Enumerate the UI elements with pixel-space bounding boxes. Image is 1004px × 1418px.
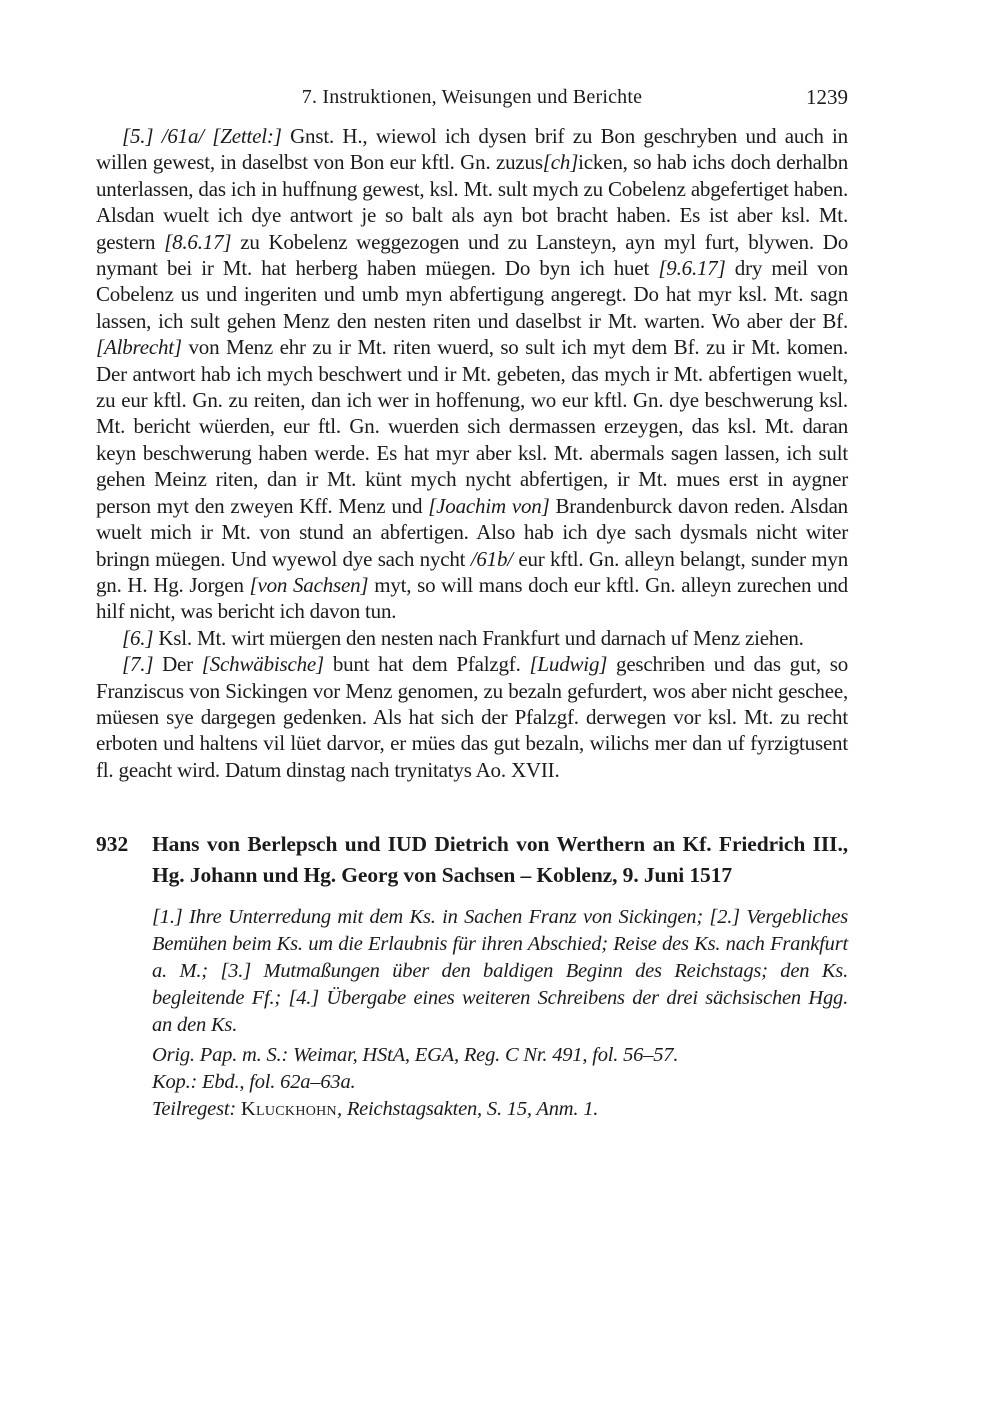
text-run: Kluckhohn (240, 1098, 337, 1121)
text-run: Ksl. Mt. wirt müergen den nesten nach Frankfurt und darnach uf Menz ziehen. (153, 625, 804, 650)
editorial-insertion: [8.6.17] (164, 229, 232, 254)
running-head-title: 7. Instruktionen, Weisungen und Berichte (301, 86, 643, 108)
running-head (96, 85, 848, 110)
letter-body (96, 123, 848, 783)
text-block (96, 85, 848, 1123)
entry-sources (152, 1042, 848, 1123)
entry-regest (152, 904, 848, 1039)
editorial-insertion: Teilregest: (152, 1098, 241, 1121)
page-number: 1239 (806, 85, 848, 109)
letter-paragraph-2 (96, 625, 848, 651)
editorial-insertion: [Albrecht] (96, 335, 182, 360)
text-run: Brandenburck davon reden. Alsdan wuelt mich ir Mt. von stund an abfertigen. Also hab ich dye sach dysmals nicht witer bringn müegen. Und wyewol dye sach nycht (96, 493, 848, 571)
editorial-insertion: Orig. Pap. m. S.: Weimar, HStA, EGA, Reg. C Nr. 491, fol. 56–57. (152, 1044, 679, 1067)
source-line-3 (152, 1096, 848, 1123)
editorial-insertion: [Ludwig] (529, 652, 608, 677)
text-run: Gnst. H., wiewol ich dysen brif zu Bon geschryben und auch in willen gewest, in daselbst von Bon eur kftl. Gn. zuzus (96, 124, 848, 175)
text-run: dry meil von Cobelenz us und ingeriten und umb myn abfertigung angeregt. Do hat myr ksl. Mt. sagn lassen, ich sult gehen Menz den nesten riten und daselbst ir Mt. warten. Wo aber der Bf. (96, 256, 849, 333)
editorial-insertion: Reichstagsakten, S. 15, Anm. 1. (346, 1098, 599, 1121)
entry-932 (96, 829, 848, 1123)
editorial-insertion: /61b/ (470, 546, 513, 571)
text-run: Der (153, 652, 202, 677)
entry-number: 932 (96, 832, 129, 857)
editorial-insertion: [von Sachsen] (249, 572, 369, 597)
entry-heading (96, 829, 848, 891)
entry-title: Hans von Berlepsch und IUD Dietrich von Werthern an Kf. Friedrich III., Hg. Johann und Hg. Georg von Sachsen – Koblenz, 9. Juni 1517 (152, 832, 848, 888)
editorial-insertion: [1.] Ihre Unterredung mit dem Ks. in Sachen Franz von Sickingen; [2.] Vergebliches Bemühen beim Ks. um die Erlaubnis für ihren Abschied; Reise des Ks. nach Frankfurt a. M.; [3.] Mutmaßungen über den baldigen Beginn des Reichstags; den Ks. begleitende Ff.; [4.] Übergabe eines weiteren Schreibens der drei sächsischen Hgg. an den Ks. (152, 906, 848, 1037)
editorial-insertion: [5.] /61a/ [Zettel:] (122, 124, 291, 148)
letter-paragraph-3 (96, 651, 848, 783)
editorial-insertion: [Joachim von] (428, 493, 550, 518)
letter-paragraph-1 (96, 123, 848, 625)
text-run: von Menz ehr zu ir Mt. riten wuerd, so sult ich myt dem Bf. zu ir Mt. komen. Der antwort hab ich mych beschwert und ir Mt. gebeten, das mych ir Mt. abfertigen wuelt, zu eur kftl. Gn. zu reiten, dan ich wer in hoffenung, wo eur kftl. Gn. dye beschwerung ksl. Mt. bericht wüerden, eur ftl. Gn. wuerden sich dermassen erzeygen, das ksl. Mt. daran keyn beschwerung haben werde. Es hat myr aber ksl. Mt. abermals sagen lassen, ich sult gehen Meinz riten, dan ir Mt. künt mych nycht abfertigen, ir Mt. mues erst in aygner person myt den zweyen Kff. Menz und (96, 335, 848, 518)
editorial-insertion: [6.] (122, 625, 154, 650)
editorial-insertion: [ch] (542, 150, 579, 175)
text-run: geschriben und das gut, so Franziscus von Sickingen vor Menz genomen, zu bezaln gefurdert, wos aber nicht geschee, müesen sye dargegen gedenken. Als hat sich der Pfalzgf. derwegen vor ksl. Mt. zu recht erboten und haltens vil lüet darvor, er mües das gut bezaln, wilichs mer dan uf fyrzigtusent fl. geacht wird. Datum dinstag nach trynitatys Ao. XVII. (96, 652, 849, 782)
source-line-2 (152, 1069, 848, 1096)
text-run: myt, so will mans doch eur kftl. Gn. alleyn zurechen und hilf nicht, was bericht ich davon tun. (96, 572, 848, 624)
editorial-insertion: Kop.: Ebd., fol. 62a–63a. (152, 1071, 356, 1094)
editorial-insertion: [7.] (122, 652, 154, 677)
source-line-1 (152, 1042, 848, 1069)
editorial-insertion: , (336, 1098, 347, 1121)
editorial-insertion: [Schwäbische] (201, 652, 325, 677)
editorial-insertion: [9.6.17] (658, 256, 726, 281)
text-run: icken, so hab ichs doch derhalbn unterlassen, das ich in huffnung gewest, ksl. Mt. sult mych zu Cobelenz abgefertiget haben. Alsdan wuelt ich dye antwort je so balt als ayn bot bracht haben. Es ist aber ksl. Mt. gestern (96, 150, 848, 254)
text-run: zu Kobelenz weggezogen und zu Lansteyn, ayn myl furt, blywen. Do nymant bei ir Mt. hat herberg haben müegen. Do byn ich huet (96, 229, 848, 281)
text-run: bunt hat dem Pfalzgf. (324, 652, 530, 677)
text-run: eur kftl. Gn. alleyn belangt, sunder myn gn. H. Hg. Jorgen (96, 546, 849, 597)
